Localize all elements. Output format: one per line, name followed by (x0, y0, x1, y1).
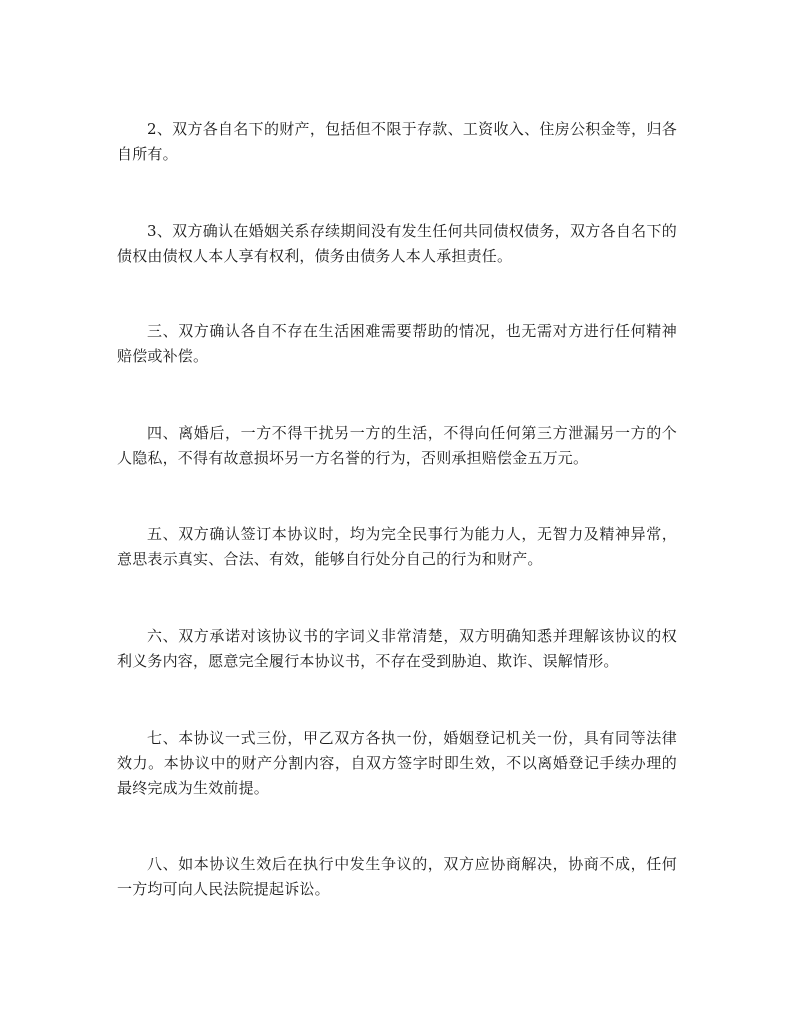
paragraph-understanding: 六、双方承诺对该协议书的字词义非常清楚，双方明确知悉并理解该协议的权利义务内容，愿意完全履行本协议书，不存在受到胁迫、欺诈、误解情形。 (117, 627, 677, 670)
paragraph-dispute-resolution: 八、如本协议生效后在执行中发生争议的，双方应协商解决，协商不成，任何一方均可向人民法院提起诉讼。 (117, 855, 677, 898)
paragraph-capacity: 五、双方确认签订本协议时，均为完全民事行为能力人，无智力及精神异常，意思表示真实、合法、有效，能够自行处分自己的行为和财产。 (117, 525, 677, 568)
paragraph-debts: 3、双方确认在婚姻关系存续期间没有发生任何共同债权债务，双方各自名下的债权由债权人本人享有权利，债务由债务人本人承担责任。 (117, 222, 677, 265)
paragraph-privacy: 四、离婚后，一方不得干扰另一方的生活，不得向任何第三方泄漏另一方的个人隐私，不得有故意损坏另一方名誉的行为，否则承担赔偿金五万元。 (117, 424, 677, 467)
paragraph-copies-validity: 七、本协议一式三份，甲乙双方各执一份，婚姻登记机关一份，具有同等法律效力。本协议中的财产分割内容，自双方签字时即生效，不以离婚登记手续办理的最终完成为生效前提。 (117, 729, 677, 797)
paragraph-property-ownership: 2、双方各自名下的财产，包括但不限于存款、工资收入、住房公积金等，归各自所有。 (117, 120, 677, 163)
paragraph-no-compensation: 三、双方确认各自不存在生活困难需要帮助的情况，也无需对方进行任何精神赔偿或补偿。 (117, 322, 677, 365)
